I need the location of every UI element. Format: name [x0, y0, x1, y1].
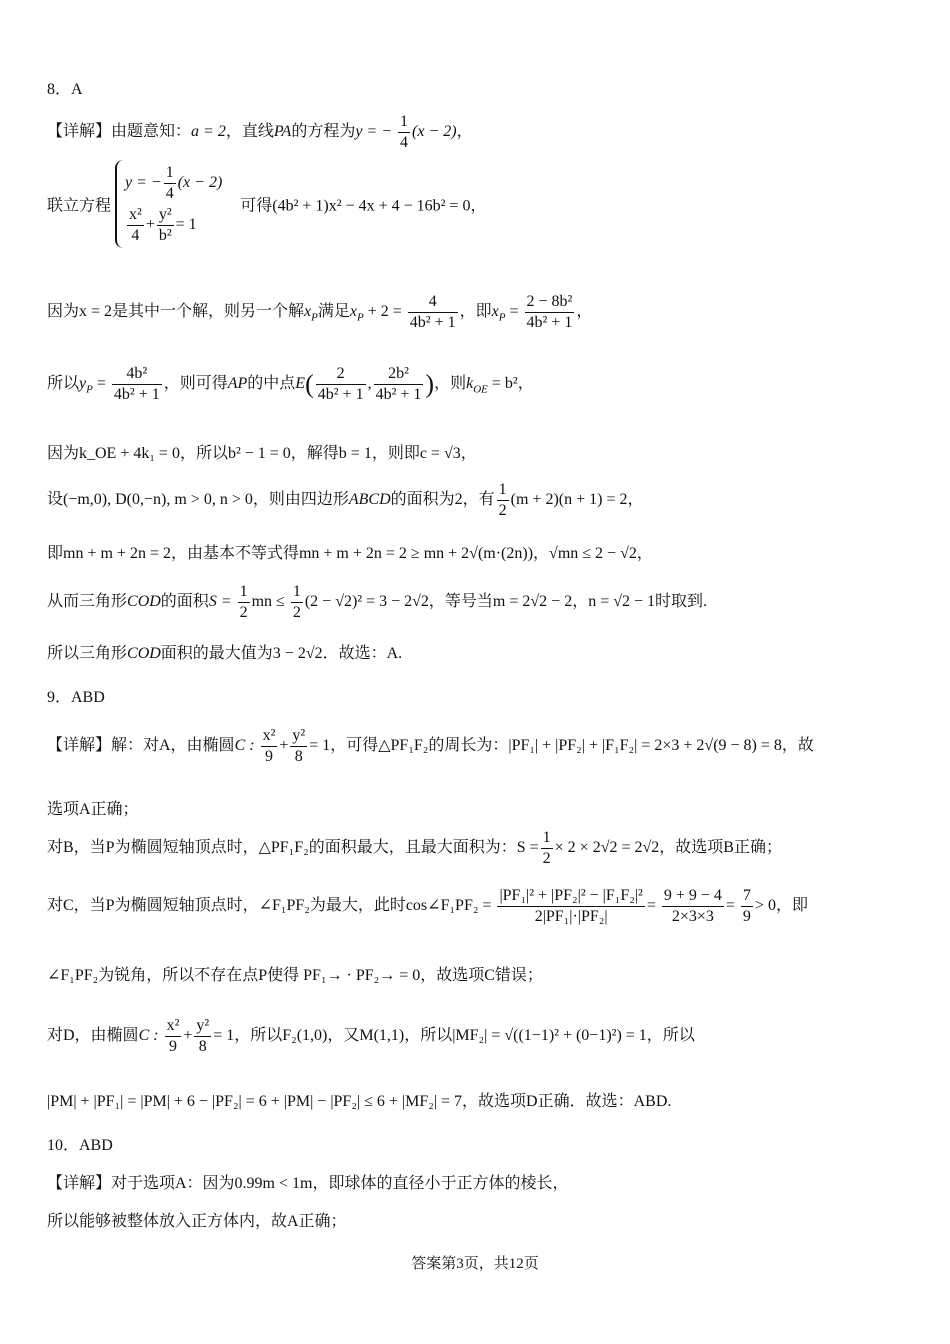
q8-line9: 所以三角形COD面积的最大值为3 − 2√2．故选：A.: [47, 645, 403, 662]
q9-line6: 对D，由椭圆C : $\frac{\text{x²}}{9}$ + $\frac{\text{y²}}{8}$ = 1，所以F₂(1,0)，又M(1,1)，所以|MF₂| = √((1−1)² + (0−1)²) = 1，所以: [47, 1017, 695, 1055]
q10-line2: 所以能够被整体放入正方体内，故A正确；: [47, 1213, 347, 1230]
q8-line1: 【详解】由题意知：a = 2，直线PA的方程为y = − $\frac{1}{4}$ (x − 2)，: [47, 113, 473, 151]
q9-line3: 对B，当P为椭圆短轴顶点时，△PF₁F₂的面积最大，且最大面积为：S = $\frac{1}{2}$ × 2 × 2√2 = 2√2，故选项B正确；: [47, 829, 782, 867]
q9-line2: 选项A正确；: [47, 801, 139, 818]
q8-line3: 因为x = 2是其中一个解，则另一个解$x_P$满足$x_P + 2$ = $\frac{4}{\text{4b² + 1}}$ ，即$x_P$ = $\frac{\text{2 − 8b²}}{\text{4b² + 1}}$ ，: [47, 293, 593, 331]
q9-line5: ∠F₁PF₂为锐角，所以不存在点P使得 PF₁→ · PF₂→ = 0，故选项C错误；: [47, 967, 543, 984]
q8-line5: 因为k_OE + 4k₁ = 0，所以b² − 1 = 0，解得b = 1，则即c = √3，: [47, 445, 477, 462]
q8-line6: 设(−m,0), D(0,−n), m > 0, n > 0，则由四边形ABCD的面积为2，有 $\frac{1}{2}$ (m + 2)(n + 1) = 2，: [47, 481, 644, 519]
q9-line1: 【详解】解：对A，由椭圆C : $\frac{\text{x²}}{9}$ + $\frac{\text{y²}}{8}$ = 1，可得△PF₁F₂的周长为：|PF₁| + |PF₂| + |F₁F₂| = 2×3 + 2√(9 − 8) = 8，故: [47, 727, 814, 765]
q9-line4: 对C，当P为椭圆短轴顶点时，∠F₁PF₂为最大，此时cos∠F₁PF₂ = $\frac{\text{|PF₁|² + |PF₂|² − |F₁F₂|²}}{\text{2|PF₁|·|PF₂|}}$ = $\frac{9 + 9 - 4}{2\times 3\times 3}$ = $\frac{7}{9}$ > 0，即: [47, 887, 808, 925]
page-footer: 答案第3页，共12页: [411, 1256, 539, 1272]
equation-system-brace: y = − $\frac{1}{4}$ (x − 2) $\frac{\text{x²}}{4}$ + $\frac{\text{y²}}{\text{b²}}$ = 1: [115, 160, 230, 248]
q8-line4: 所以$y_P$ = $\frac{\text{4b²}}{\text{4b² + 1}}$ ，则可得AP的中点E( $\frac{2}{\text{4b² + 1}}$ , $\frac{\text{2b²}}{\text{4b² + 1}}$ )，则$k_{OE} = b^2$，: [47, 365, 534, 403]
q9-line7: |PM| + |PF₁| = |PM| + 6 − |PF₂| = 6 + |PM| − |PF₂| ≤ 6 + |MF₂| = 7，故选项D正确．故选：ABD.: [47, 1093, 672, 1110]
q8-line2: 联立方程 y = − $\frac{1}{4}$ (x − 2) $\frac{\text{x²}}{4}$ + $\frac{\text{y²}}{\text{b²}}$ = 1 可得(4b² + 1)x² − 4x + 4 − 16b² = 0，: [47, 160, 486, 248]
q9-header: 9．ABD: [47, 689, 105, 706]
q10-header: 10．ABD: [47, 1137, 113, 1154]
q10-line1: 【详解】对于选项A：因为0.99m < 1m，即球体的直径小于正方体的棱长，: [47, 1175, 569, 1192]
q8-header: 8．A: [47, 81, 83, 98]
q8-line8: 从而三角形COD的面积S = $\frac{1}{2}$ mn ≤ $\frac{1}{2}$ (2 − √2)² = 3 − 2√2，等号当m = 2√2 − 2，n = √2 − 1时取到.: [47, 583, 708, 621]
q8-line7: 即mn + m + 2n = 2，由基本不等式得mn + m + 2n = 2 ≥ mn + 2√(m·(2n))，√mn ≤ 2 − √2，: [47, 545, 653, 562]
